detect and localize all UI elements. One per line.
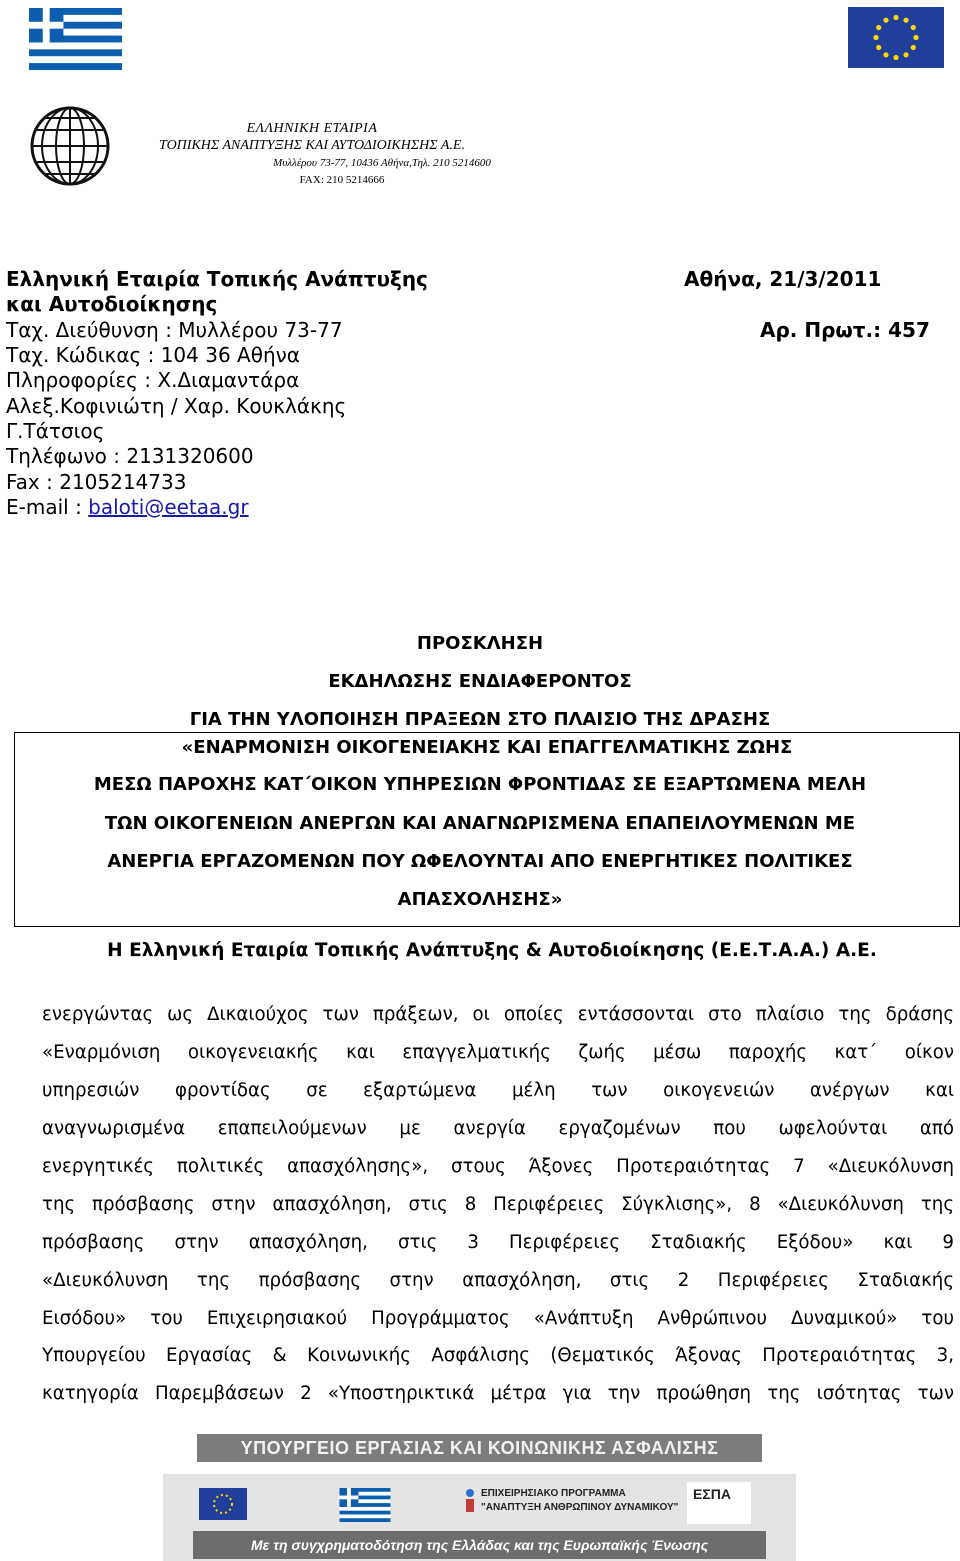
title-subject: ΓΙΑ ΤΗΝ ΥΛΟΠΟΙΗΣΗ ΠΡΑΞΕΩΝ ΣΤΟ ΠΛΑΙΣΙΟ ΤΗΣ ΔΡΑΣΗΣ bbox=[189, 709, 771, 730]
op-logo bbox=[463, 1484, 679, 1524]
sender-fax: Fax : 2105214733 bbox=[6, 470, 187, 494]
banner-title-bar bbox=[163, 1410, 796, 1474]
sender-name-line2: και Αυτοδιοίκησης bbox=[6, 292, 218, 316]
banner-ministry: ΥΠΟΥΡΓΕΙΟ ΕΡΓΑΣΙΑΣ ΚΑΙ ΚΟΙΝΩΝΙΚΗΣ ΑΣΦΑΛΙΣΗΣ bbox=[197, 1434, 762, 1462]
email-label: E-mail : bbox=[6, 495, 89, 519]
banner-cofunding: Με τη συγχρηματοδότηση της Ελλάδας και της Ευρωπαϊκής Ένωσης bbox=[193, 1531, 766, 1559]
sender-name-line1: Ελληνική Εταιρία Τοπικής Ανάπτυξης bbox=[6, 267, 428, 291]
org-logo-line2: ΤΟΠΙΚΗΣ ΑΝΑΠΤΥΞΗΣ ΚΑΙ ΑΥΤΟΔΙΟΙΚΗΣΗΣ Α.Ε. bbox=[159, 138, 465, 153]
org-logo-line1: ΕΛΛΗΝΙΚΗ ΕΤΑΙΡΙΑ bbox=[246, 121, 378, 136]
action-title-line3: ΤΩΝ ΟΙΚΟΓΕΝΕΙΩΝ ΑΝΕΡΓΩΝ ΚΑΙ ΑΝΑΓΝΩΡΙΣΜΕΝΑ ΕΠΑΠΕΙΛΟΥΜΕΝΩΝ ΜΕ bbox=[104, 813, 856, 834]
body-line: Εισόδου» του Επιχειρησιακού Προγράμματος «Ανάπτυξη Ανθρώπινου Δυναμικού» του bbox=[42, 1308, 954, 1329]
document-date: Αθήνα, 21/3/2011 bbox=[684, 267, 882, 291]
greek-flag-small-icon bbox=[339, 1488, 391, 1522]
sender-info: Πληροφορίες : Χ.Διαμαντάρα bbox=[6, 368, 300, 392]
funding-banner bbox=[163, 1410, 796, 1561]
title-expression-of-interest: ΕΚΔΗΛΩΣΗΣ ΕΝΔΙΑΦΕΡΟΝΤΟΣ bbox=[328, 671, 632, 692]
action-title-line2: ΜΕΣΩ ΠΑΡΟΧΗΣ ΚΑΤ΄ΟΙΚΟΝ ΥΠΗΡΕΣΙΩΝ ΦΡΟΝΤΙΔΑΣ ΣΕ ΕΞΑΡΤΩΜΕΝΑ ΜΕΛΗ bbox=[93, 774, 867, 795]
espa-logo bbox=[687, 1482, 751, 1524]
op-line2: "ΑΝΑΠΤΥΞΗ ΑΝΘΡΩΠΙΝΟΥ ΔΥΝΑΜΙΚΟΥ" bbox=[481, 1502, 679, 1513]
body-line: αναγνωρισμένα επαπειλούμενων με ανεργία εργαζομένων που ωφελούνται από bbox=[42, 1118, 954, 1139]
body-line: υπηρεσιών φροντίδας σε εξαρτώμενα μέλη των οικογενειών ανέργων και bbox=[42, 1080, 954, 1101]
eu-flag-small-icon bbox=[199, 1488, 247, 1520]
org-logo-fax: FAX: 210 5214666 bbox=[299, 174, 385, 186]
eu-flag-icon bbox=[848, 7, 944, 68]
body-line: «Εναρμόνιση οικογενειακής και επαγγελματικής ζωής μέσω παροχής κατ΄ οίκον bbox=[42, 1042, 954, 1063]
sender-contacts: Αλεξ.Κοφινιώτη / Χαρ. Κουκλάκης bbox=[6, 394, 347, 418]
sender-email-row bbox=[6, 495, 249, 520]
action-title-line5: ΑΠΑΣΧΟΛΗΣΗΣ» bbox=[397, 889, 563, 910]
sender-phone: Τηλέφωνο : 2131320600 bbox=[6, 444, 254, 468]
sender-contacts-2: Γ.Τάτσιος bbox=[6, 419, 105, 443]
body-line: της πρόσβασης στην απασχόληση, στις 8 Περιφέρειες Σύγκλισης», 8 «Διευκόλυνση της bbox=[42, 1194, 954, 1215]
greek-flag-icon bbox=[27, 8, 124, 70]
action-title-line4: ΑΝΕΡΓΙΑ ΕΡΓΑΖΟΜΕΝΩΝ ΠΟΥ ΩΦΕΛΟΥΝΤΑΙ ΑΠΟ ΕΝΕΡΓΗΤΙΚΕΣ ΠΟΛΙΤΙΚΕΣ bbox=[107, 851, 853, 872]
title-invitation: ΠΡΟΣΚΛΗΣΗ bbox=[416, 633, 544, 654]
op-line1: ΕΠΙΧΕΙΡΗΣΙΑΚΟ ΠΡΟΓΡΑΜΜΑ bbox=[481, 1488, 626, 1499]
sender-postal-code: Ταχ. Κώδικας : 104 36 Αθήνα bbox=[6, 343, 300, 367]
body-line: ενεργώντας ως Δικαιούχος των πράξεων, οι οποίες εντάσσονται στο πλαίσιο της δράσης bbox=[42, 1004, 954, 1025]
sender-address: Ταχ. Διεύθυνση : Μυλλέρου 73-77 bbox=[6, 318, 343, 342]
espa-label: ΕΣΠΑ bbox=[693, 1486, 731, 1502]
org-logo-address: Μυλλέρου 73-77, 10436 Αθήνα,Τηλ. 210 5214600 bbox=[273, 157, 491, 169]
body-line: ενεργητικές πολιτικές απασχόλησης», στους Άξονες Προτεραιότητας 7 «Διευκόλυνση bbox=[42, 1156, 954, 1177]
body-line: πρόσβασης στην απασχόληση, στις 3 Περιφέρειες Σταδιακής Εξόδου» και 9 bbox=[42, 1232, 954, 1253]
body-line: κατηγορία Παρεμβάσεων 2 «Υποστηρικτικά μέτρα για την προώθηση της ισότητας των bbox=[42, 1383, 954, 1404]
globe-logo-icon bbox=[28, 104, 112, 188]
body-line: Υπουργείου Εργασίας & Κοινωνικής Ασφάλισης (Θεματικός Άξονας Προτεραιότητας 3, bbox=[42, 1345, 954, 1366]
op-symbol-icon bbox=[463, 1488, 477, 1514]
intro-line: Η Ελληνική Εταιρία Τοπικής Ανάπτυξης & Αυτοδιοίκησης (Ε.Ε.Τ.Α.Α.) Α.Ε. bbox=[107, 940, 877, 961]
body-line: «Διευκόλυνση της πρόσβασης στην απασχόληση, στις 2 Περιφέρειες Σταδιακής bbox=[42, 1270, 954, 1291]
email-link[interactable]: baloti@eetaa.gr bbox=[88, 495, 249, 519]
action-title-line1: «ΕΝΑΡΜΟΝΙΣΗ ΟΙΚΟΓΕΝΕΙΑΚΗΣ ΚΑΙ ΕΠΑΓΓΕΛΜΑΤΙΚΗΣ ΖΩΗΣ bbox=[181, 737, 793, 758]
org-logo-text bbox=[116, 120, 508, 188]
protocol-number: Αρ. Πρωτ.: 457 bbox=[760, 318, 930, 342]
